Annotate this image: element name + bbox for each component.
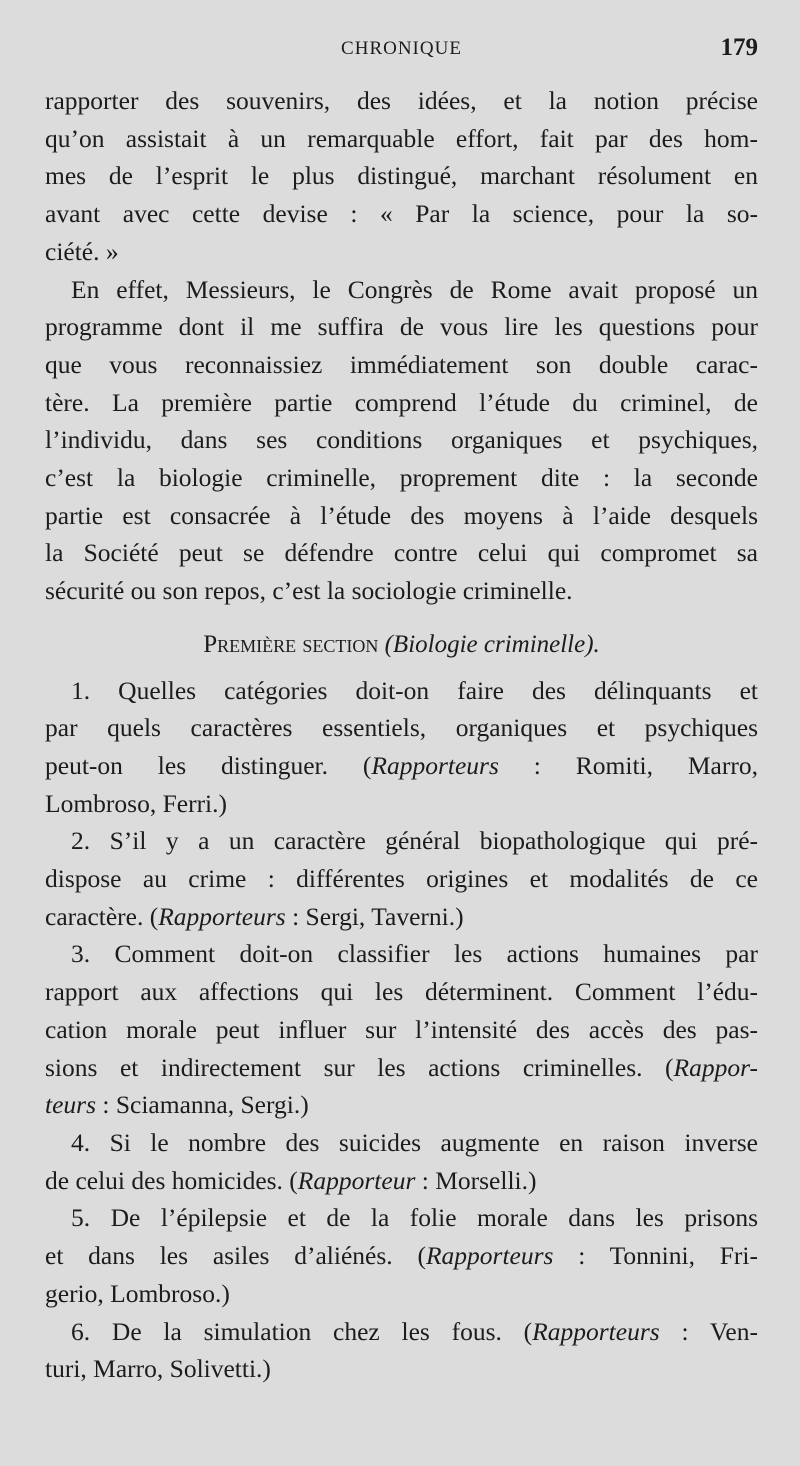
text-line: partie est consacrée à l’étude des moyens à l’aide desquels: [45, 500, 758, 530]
text-line: 4. Si le nombre des suicides augmente en raison inverse: [71, 1127, 758, 1157]
text-line: teurs : Sciamanna, Sergi.): [45, 1090, 309, 1120]
section-heading: [45, 626, 758, 664]
question-item: [45, 822, 758, 935]
text-line: gerio, Lombroso.): [45, 1278, 230, 1308]
text-line: par quels caractères essentiels, organiques et psychiques: [45, 713, 758, 743]
text-line: 5. De l’épilepsie et de la folie morale dans les prisons: [71, 1203, 758, 1233]
running-head: CHRONIQUE: [341, 38, 462, 59]
question-list: [45, 672, 758, 1388]
text-line: 6. De la simulation chez les fous. (Rapporteurs : Ven-: [71, 1316, 758, 1346]
section-label: Première section: [203, 630, 379, 658]
text-line: sions et indirectement sur les actions criminelles. (Rappor-: [45, 1052, 758, 1082]
page-header: [45, 30, 758, 82]
text-line: cation morale peut influer sur l’intensité des accès des pas-: [45, 1014, 758, 1044]
text-line: En effet, Messieurs, le Congrès de Rome avait proposé un: [71, 274, 758, 304]
question-item: [45, 1313, 758, 1388]
text-line: 2. S’il y a un caractère général biopathologique qui pré-: [71, 826, 758, 856]
question-item: [45, 935, 758, 1124]
intro-paragraph: [45, 82, 758, 271]
program-paragraph: [45, 271, 758, 610]
text-line: et dans les asiles d’aliénés. (Rapporteurs : Tonnini, Fri-: [45, 1241, 758, 1271]
text-line: caractère. (Rapporteurs : Sergi, Taverni.): [45, 901, 464, 931]
text-line: tère. La première partie comprend l’étude du criminel, de: [45, 387, 758, 417]
text-line: turi, Marro, Solivetti.): [45, 1354, 271, 1384]
text-line: de celui des homicides. (Rapporteur : Morselli.): [45, 1165, 537, 1195]
text-line: ciété. »: [45, 236, 119, 266]
text-line: dispose au crime : différentes origines et modalités de ce: [45, 864, 758, 894]
text-line: rapporter des souvenirs, des idées, et la notion précise: [45, 86, 758, 115]
text-line: avant avec cette devise : « Par la science, pour la so-: [45, 199, 758, 229]
text-line: 1. Quelles catégories doit-on faire des délinquants et: [71, 675, 758, 705]
question-item: [45, 1199, 758, 1312]
text-line: rapport aux affections qui les déterminent. Comment l’édu-: [45, 977, 758, 1007]
text-line: que vous reconnaissiez immédiatement son double carac-: [45, 349, 758, 379]
text-line: peut-on les distinguer. (Rapporteurs : Romiti, Marro,: [45, 750, 758, 780]
text-line: la Société peut se défendre contre celui qui compromet sa: [45, 538, 758, 568]
question-item: [45, 672, 758, 823]
text-line: qu’on assistait à un remarquable effort, fait par des hom-: [45, 123, 758, 153]
text-line: l’individu, dans ses conditions organiques et psychiques,: [45, 425, 758, 455]
text-line: sécurité ou son repos, c’est la sociologie criminelle.: [45, 576, 573, 606]
page-number: 179: [720, 34, 758, 61]
text-line: 3. Comment doit-on classifier les actions humaines par: [71, 939, 758, 969]
section-subtitle: (Biologie criminelle).: [384, 630, 600, 658]
question-item: [45, 1124, 758, 1199]
text-line: Lombroso, Ferri.): [45, 788, 228, 818]
text-line: mes de l’esprit le plus distingué, marchant résolument en: [45, 161, 758, 191]
text-line: programme dont il me suffira de vous lire les questions pour: [45, 312, 758, 342]
text-line: c’est la biologie criminelle, proprement dite : la seconde: [45, 463, 758, 493]
